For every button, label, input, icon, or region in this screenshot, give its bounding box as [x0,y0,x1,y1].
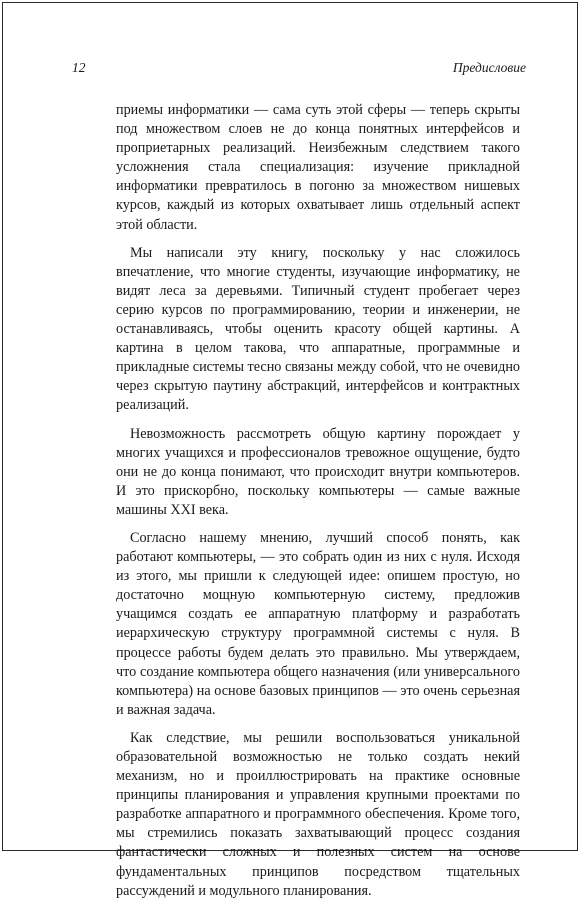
paragraph-4: Согласно нашему мнению, лучший способ понять, как работают компьютеры, — это собрать один из них с нуля. Исходя из этого, мы пришли к следующей идее: опишем простую, но достаточно мощную компьютерную систему, предложив учащимся создать ее аппаратную платформу и разработать иерархическую структуру программной системы с нуля. В процессе работы будем делать это правильно. Мы утверждаем, что создание компьютера общего назначения (или универсального компьютера) на основе базовых принципов — это очень серьезная и важная задача. [116,529,520,718]
body-text [116,101,520,910]
running-head [72,60,526,80]
page-number: 12 [72,60,86,75]
paragraph-5: Как следствие, мы решили воспользоваться уникальной образовательной возможностью не только создать некий механизм, но и проиллюстрировать на практике основные принципы планирования и управления крупными проектами по разработке аппаратного и программного обеспечения. Кроме того, мы стремились показать захватывающий процесс создания фантастически сложных и полезных систем на основе фундаментальных принципов посредством тщательных рассуждений и модульного планирования. [116,729,520,899]
paragraph-1: приемы информатики — сама суть этой сферы — теперь скрыты под множеством слоев не до конца понятных интерфейсов и проприетарных реализаций. Неизбежным следствием такого усложнения стала специализация: изучение прикладной информатики превратилось в погоню за множеством нишевых курсов, каждый из которых охватывает лишь отдельный аспект этой области. [116,102,520,233]
paragraph-3: Невозможность рассмотреть общую картину порождает у многих учащихся и профессионалов тревожное ощущение, будто они не до конца понимают, что происходит внутри компьютеров. И это прискорбно, поскольку компьютеры — самые важные машины XXI века. [116,425,520,518]
paragraph-2: Мы написали эту книгу, поскольку у нас сложилось впечатление, что многие студенты, изучающие информатику, не видят леса за деревьями. Типичный студент пробегает через серию курсов по программированию, теории и инженерии, не останавливаясь, чтобы оценить красоту общей картины. А картина в целом такова, что аппаратные, программные и прикладные системы тесно связаны между собой, что не очевидно через скрытую паутину абстракций, интерфейсов и контрактных реализаций. [116,244,520,414]
section-title: Предисловие [452,60,526,75]
